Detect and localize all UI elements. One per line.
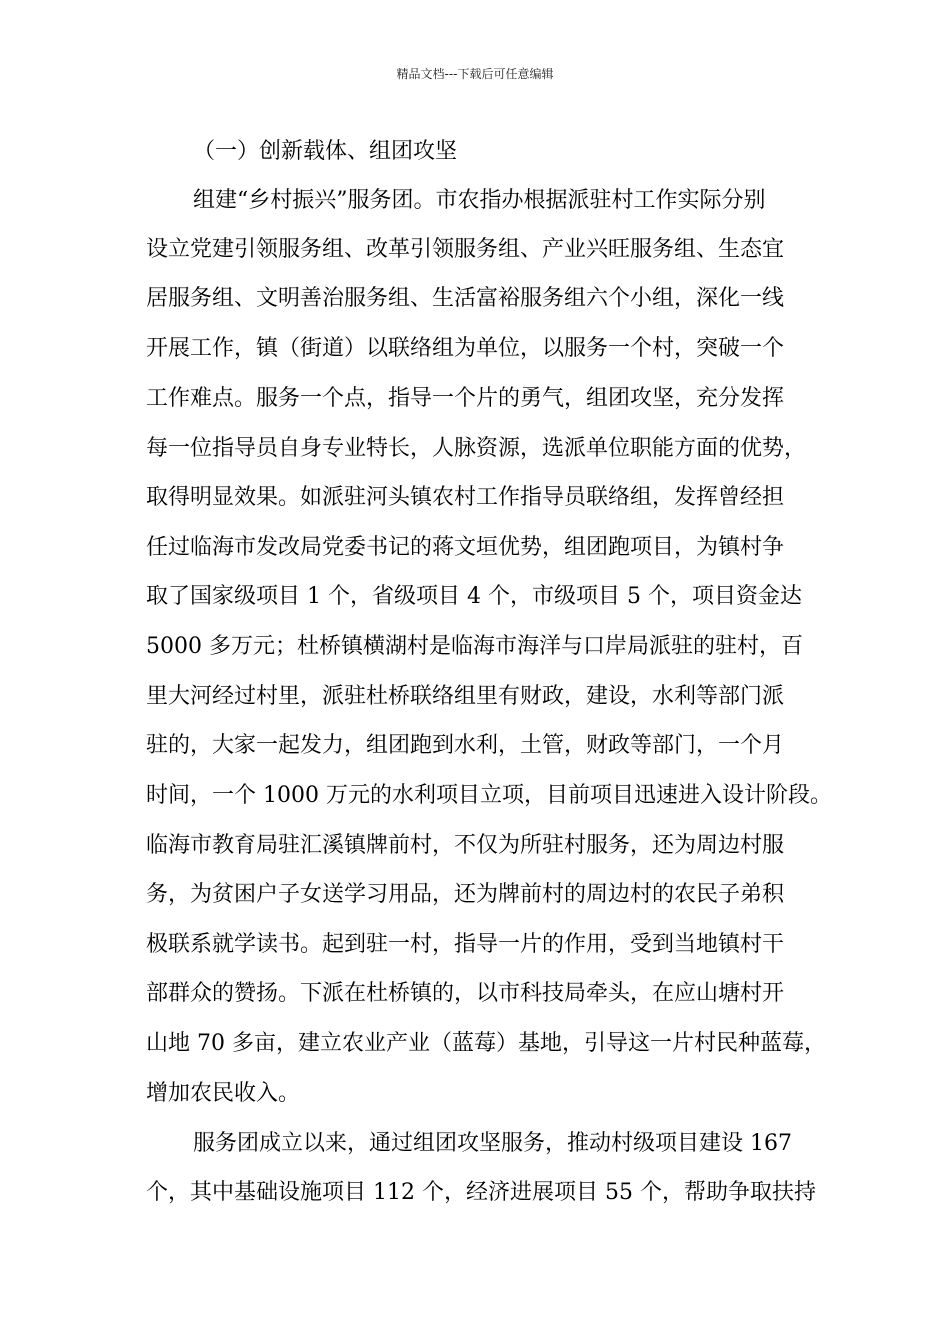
paragraph-line: 驻的，大家一起发力，组团跑到水利，土管，财政等部门，一个月 (146, 733, 785, 758)
section-heading: （一）创新载体、组团攻坚 (193, 139, 458, 164)
paragraph-line: 任过临海市发改局党委书记的蒋文垣优势，组团跑项目，为镇村争 (146, 535, 785, 560)
paragraph-line: 工作难点。服务一个点，指导一个片的勇气，组团攻坚，充分发挥 (146, 386, 785, 411)
paragraph-line: 山地 70 多亩，建立农业产业（蓝莓）基地，引导这一片村民种蓝莓， (146, 1031, 826, 1056)
paragraph-line: 服务团成立以来，通过组团攻坚服务，推动村级项目建设 167 (193, 1131, 792, 1156)
paragraph-line: 5000 多万元；杜桥镇横湖村是临海市海洋与口岸局派驻的驻村，百 (146, 634, 803, 659)
paragraph-line: 极联系就学读书。起到驻一村，指导一片的作用，受到当地镇村干 (146, 932, 785, 957)
paragraph-line: 组建“乡村振兴”服务团。市农指办根据派驻村工作实际分别 (193, 188, 766, 213)
paragraph-line: 开展工作，镇（街道）以联络组为单位，以服务一个村，突破一个 (146, 336, 785, 361)
paragraph-line: 取得明显效果。如派驻河头镇农村工作指导员联络组，发挥曾经担 (146, 485, 785, 510)
paragraph-line: 部群众的赞扬。下派在杜桥镇的，以市科技局牵头，在应山塘村开 (146, 981, 785, 1006)
paragraph-line: 每一位指导员自身专业特长，人脉资源，选派单位职能方面的优势， (146, 436, 807, 461)
paragraph-line: 临海市教育局驻汇溪镇牌前村，不仅为所驻村服务，还为周边村服 (146, 833, 785, 858)
paragraph-line: 居服务组、文明善治服务组、生活富裕服务组六个小组，深化一线 (146, 286, 785, 311)
paragraph-line: 里大河经过村里，派驻杜桥联络组里有财政，建设，水利等部门派 (146, 684, 785, 709)
paragraph-line: 务，为贫困户子女送学习用品，还为牌前村的周边村的农民子弟积 (146, 882, 785, 907)
paragraph-line: 设立党建引领服务组、改革引领服务组、产业兴旺服务组、生态宜 (146, 237, 785, 262)
paragraph-line: 时间，一个 1000 万元的水利项目立项，目前项目迅速进入设计阶段。 (146, 783, 832, 808)
paragraph-line: 取了国家级项目 1 个，省级项目 4 个，市级项目 5 个，项目资金达 (146, 584, 802, 609)
paragraph-line: 个，其中基础设施项目 112 个，经济进展项目 55 个，帮助争取扶持 (146, 1180, 816, 1205)
paragraph-line: 增加农民收入。 (146, 1081, 301, 1106)
page-header: 精品文档---下载后可任意编辑 (396, 67, 554, 81)
